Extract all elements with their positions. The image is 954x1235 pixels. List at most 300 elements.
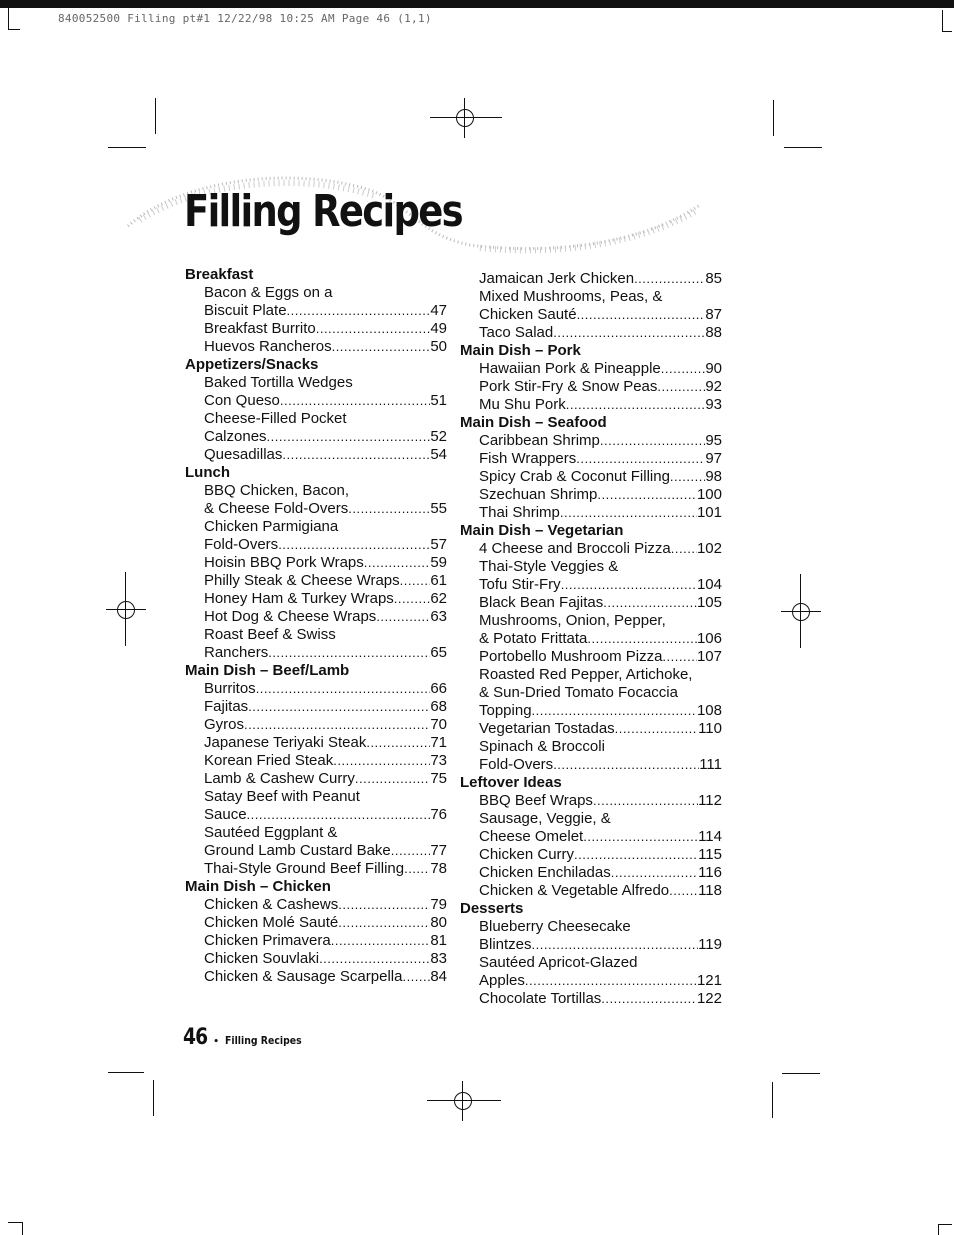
entry-row: [204, 446, 447, 464]
entry-title: Ranchers: [204, 644, 269, 661]
toc-entry: [185, 374, 447, 410]
crop-mark: [773, 100, 774, 136]
page-ref: 81: [430, 932, 447, 949]
entry-row: [204, 302, 447, 320]
toc-entry: [185, 482, 447, 518]
toc-entry: [460, 486, 722, 504]
page-ref: 65: [430, 644, 447, 661]
dot-leader: [587, 630, 697, 648]
entry-row: [479, 720, 722, 738]
toc-entry: [185, 680, 447, 698]
page-ref: 75: [430, 770, 447, 787]
toc-entry: [185, 860, 447, 878]
dot-leader: [603, 594, 697, 612]
toc-section: [185, 266, 447, 356]
entry-row: [204, 860, 447, 878]
toc-entry: [185, 590, 447, 608]
entry-row: [479, 828, 722, 846]
crop-mark: [784, 147, 822, 148]
page-ref: 121: [696, 972, 722, 989]
toc-entry: [460, 504, 722, 522]
dot-leader: [560, 504, 697, 522]
registration-line: [427, 1100, 501, 1101]
dot-leader: [394, 590, 431, 608]
toc-entry: [185, 338, 447, 356]
crop-mark: [108, 1072, 144, 1073]
toc-entry: [460, 540, 722, 558]
entry-row: [204, 338, 447, 356]
page-ref: 93: [705, 396, 722, 413]
entry-title: Philly Steak & Cheese Wraps: [204, 572, 400, 589]
entry-title: Con Queso: [204, 392, 280, 409]
dot-leader: [332, 338, 431, 356]
page-ref: 112: [698, 792, 722, 809]
entry-row: [479, 936, 722, 954]
section-heading: Lunch: [185, 464, 230, 481]
entry-title: Korean Fried Steak: [204, 752, 334, 769]
entry-title: Pork Stir-Fry & Snow Peas: [479, 378, 658, 395]
page-ref: 47: [430, 302, 447, 319]
entry-title: Huevos Rancheros: [204, 338, 332, 355]
section-heading: Main Dish – Beef/Lamb: [185, 662, 350, 679]
entry-title: Taco Salad: [479, 324, 554, 341]
entry-title: BBQ Beef Wraps: [479, 792, 593, 809]
toc-entry: [185, 914, 447, 932]
dot-leader: [671, 540, 697, 558]
entry-row: [479, 630, 722, 648]
toc-entry: [185, 968, 447, 986]
entry-title: Chicken Sauté: [479, 306, 577, 323]
corner-mark: [8, 29, 20, 30]
page-ref: 114: [698, 828, 722, 845]
entry-row: [204, 698, 447, 716]
dot-leader: [404, 860, 430, 878]
toc-entry: [185, 932, 447, 950]
entry-row: [204, 554, 447, 572]
dot-leader: [661, 360, 706, 378]
entry-title: Quesadillas: [204, 446, 283, 463]
page-ref: 62: [430, 590, 447, 607]
entry-title: Fold-Overs: [479, 756, 554, 773]
entry-title: Spicy Crab & Coconut Filling: [479, 468, 670, 485]
page-ref: 95: [705, 432, 722, 449]
entry-title: Chocolate Tortillas: [479, 990, 602, 1007]
dot-leader: [364, 554, 431, 572]
toc-entry: [185, 824, 447, 860]
toc-entry: [460, 846, 722, 864]
entry-title-line: Sautéed Apricot-Glazed: [479, 954, 638, 971]
entry-row: [204, 914, 447, 932]
page-ref: 61: [430, 572, 447, 589]
section-heading: Appetizers/Snacks: [185, 356, 319, 373]
entry-row: [479, 468, 722, 486]
page-ref: 84: [430, 968, 447, 985]
entry-row: [479, 504, 722, 522]
entry-row: [204, 734, 447, 752]
dot-leader: [532, 936, 699, 954]
section-heading: Breakfast: [185, 266, 254, 283]
dot-leader: [553, 756, 699, 774]
dot-leader: [316, 320, 431, 338]
entry-row: [204, 806, 447, 824]
toc-entry: [185, 770, 447, 788]
entry-title: Honey Ham & Turkey Wraps: [204, 590, 394, 607]
entry-title-line: Cheese-Filled Pocket: [204, 410, 347, 427]
entry-row: [204, 392, 447, 410]
entry-title: Chicken & Vegetable Alfredo: [479, 882, 670, 899]
page-ref: 78: [430, 860, 447, 877]
dot-leader: [280, 392, 430, 410]
toc-entry: [460, 432, 722, 450]
registration-line: [800, 574, 801, 648]
toc-entry: [185, 608, 447, 626]
entry-title-line: Thai-Style Veggies &: [479, 558, 619, 575]
page-ref: 59: [430, 554, 447, 571]
toc-entry: [460, 738, 722, 774]
page-ref: 106: [696, 630, 722, 647]
entry-title: Topping: [479, 702, 532, 719]
toc-entry: [185, 698, 447, 716]
dot-leader: [583, 828, 698, 846]
toc-entry: [185, 788, 447, 824]
entry-title: Biscuit Plate: [204, 302, 287, 319]
page-ref: 71: [430, 734, 447, 751]
entry-row: [479, 378, 722, 396]
entry-title: Mu Shu Pork: [479, 396, 566, 413]
toc-entry: [460, 990, 722, 1008]
crop-mark: [155, 98, 156, 134]
entry-row: [479, 360, 722, 378]
toc-entry: [460, 450, 722, 468]
page-ref: 79: [430, 896, 447, 913]
entry-title: Fajitas: [204, 698, 249, 715]
registration-mark-icon: [781, 592, 821, 632]
page-ref: 110: [698, 720, 722, 737]
entry-row: [204, 590, 447, 608]
registration-line: [125, 572, 126, 646]
dot-leader: [561, 576, 697, 594]
entry-title: Caribbean Shrimp: [479, 432, 600, 449]
toc-entry: [185, 716, 447, 734]
entry-row: [479, 576, 722, 594]
dot-leader: [669, 882, 698, 900]
entry-row: [204, 932, 447, 950]
dot-leader: [615, 720, 698, 738]
page-ref: 116: [698, 864, 722, 881]
toc-entry: [185, 518, 447, 554]
entry-row: [479, 702, 722, 720]
toc-entry: [185, 284, 447, 320]
entry-title-line: Satay Beef with Peanut: [204, 788, 360, 805]
page-ref: 73: [430, 752, 447, 769]
page-ref: 54: [430, 446, 447, 463]
dot-leader: [287, 302, 431, 320]
dot-leader: [634, 270, 705, 288]
page-ref: 105: [696, 594, 722, 611]
page-ref: 85: [705, 270, 722, 287]
page-ref: 66: [430, 680, 447, 697]
entry-title-line: Baked Tortilla Wedges: [204, 374, 353, 391]
dot-leader: [355, 770, 430, 788]
page-footer: [183, 1025, 315, 1050]
toc-entry: [460, 954, 722, 990]
toc-section: [460, 342, 722, 414]
dot-leader: [256, 680, 431, 698]
section-heading: Main Dish – Seafood: [460, 414, 607, 431]
entry-title: Cheese Omelet: [479, 828, 584, 845]
toc-entry: [460, 720, 722, 738]
dot-leader: [400, 572, 431, 590]
entry-row: [204, 680, 447, 698]
dot-leader: [376, 608, 430, 626]
entry-title: Breakfast Burrito: [204, 320, 316, 337]
dot-leader: [282, 446, 430, 464]
page-ref: 118: [698, 882, 722, 899]
entry-row: [204, 572, 447, 590]
entry-title-line: Chicken Parmigiana: [204, 518, 339, 535]
entry-title: Portobello Mushroom Pizza: [479, 648, 663, 665]
entry-title: Apples: [479, 972, 525, 989]
entry-row: [204, 770, 447, 788]
dot-leader: [670, 468, 705, 486]
toc-entry: [460, 612, 722, 648]
toc-entry: [460, 594, 722, 612]
dot-leader: [331, 932, 431, 950]
corner-mark: [942, 31, 952, 32]
section-heading: Main Dish – Vegetarian: [460, 522, 624, 539]
entry-row: [479, 882, 722, 900]
dot-leader: [338, 896, 430, 914]
dot-leader: [278, 536, 430, 554]
page-ref: 107: [696, 648, 722, 665]
registration-mark-icon: [445, 98, 485, 138]
entry-row: [479, 486, 722, 504]
entry-title-line: Spinach & Broccoli: [479, 738, 605, 755]
entry-title: & Cheese Fold-Overs: [204, 500, 349, 517]
toc-entry: [185, 320, 447, 338]
toc-entry: [460, 468, 722, 486]
entry-title-line: Roasted Red Pepper, Artichoke,: [479, 666, 693, 683]
toc-entry: [460, 648, 722, 666]
dot-leader: [574, 846, 698, 864]
toc-section: [185, 356, 447, 464]
page-ref: 51: [430, 392, 447, 409]
entry-row: [204, 608, 447, 626]
entry-title: Jamaican Jerk Chicken: [479, 270, 635, 287]
entry-title: Chicken Curry: [479, 846, 575, 863]
toc-section: [185, 464, 447, 662]
entry-title: Black Bean Fajitas: [479, 594, 604, 611]
dot-leader: [662, 648, 697, 666]
dot-leader: [333, 752, 430, 770]
page-ref: 98: [705, 468, 722, 485]
toc-entry: [460, 396, 722, 414]
page-ref: 104: [696, 576, 722, 593]
entry-title: & Potato Frittata: [479, 630, 588, 647]
entry-title: Hot Dog & Cheese Wraps: [204, 608, 377, 625]
entry-title-line: & Sun-Dried Tomato Focaccia: [479, 684, 678, 701]
toc-section: [460, 270, 722, 342]
corner-mark: [938, 1224, 939, 1235]
dot-leader: [244, 716, 430, 734]
entry-title: Tofu Stir-Fry: [479, 576, 561, 593]
toc-entry: [185, 896, 447, 914]
dot-leader: [593, 792, 698, 810]
toc-section: [460, 522, 722, 774]
entry-title-line: Sautéed Eggplant &: [204, 824, 338, 841]
entry-title-line: Mixed Mushrooms, Peas, &: [479, 288, 663, 305]
toc-entry: [460, 270, 722, 288]
corner-mark: [8, 8, 9, 30]
entry-row: [479, 864, 722, 882]
entry-row: [204, 500, 447, 518]
entry-row: [479, 594, 722, 612]
page-ref: 87: [705, 306, 722, 323]
dot-leader: [348, 500, 430, 518]
toc-entry: [185, 752, 447, 770]
entry-title: Chicken Enchiladas: [479, 864, 611, 881]
corner-mark: [22, 1222, 23, 1235]
entry-title-line: BBQ Chicken, Bacon,: [204, 482, 350, 499]
dot-leader: [338, 914, 430, 932]
dot-leader: [319, 950, 430, 968]
corner-mark: [942, 10, 943, 32]
entry-title: Fish Wrappers: [479, 450, 577, 467]
entry-title: Hawaiian Pork & Pineapple: [479, 360, 661, 377]
toc-section: [460, 774, 722, 900]
toc-entry: [460, 378, 722, 396]
print-slug: 840052500 Filling pt#1 12/22/98 10:25 AM Page 46 (1,1): [58, 12, 432, 25]
entry-row: [479, 846, 722, 864]
toc-section: [185, 662, 447, 878]
corner-mark: [938, 1224, 952, 1225]
toc-entry: [185, 734, 447, 752]
entry-title: Blintzes: [479, 936, 532, 953]
entry-title: Lamb & Cashew Curry: [204, 770, 355, 787]
page-ref: 101: [696, 504, 722, 521]
entry-title: Chicken Primavera: [204, 932, 331, 949]
entry-title: Hoisin BBQ Pork Wraps: [204, 554, 364, 571]
entry-row: [479, 756, 722, 774]
toc-entry: [460, 918, 722, 954]
entry-title: Japanese Teriyaki Steak: [204, 734, 367, 751]
page-ref: 90: [705, 360, 722, 377]
entry-title: Burritos: [204, 680, 256, 697]
page-ref: 119: [698, 936, 722, 953]
entry-title: Vegetarian Tostadas: [479, 720, 615, 737]
entry-title: Chicken Souvlaki: [204, 950, 320, 967]
toc-entry: [460, 324, 722, 342]
footer-separator: •: [213, 1037, 219, 1047]
page-ref: 50: [430, 338, 447, 355]
toc-entry: [185, 950, 447, 968]
page-ref: 63: [430, 608, 447, 625]
page-ref: 122: [696, 990, 722, 1007]
toc-entry: [460, 864, 722, 882]
page-ref: 83: [430, 950, 447, 967]
dot-leader: [391, 842, 431, 860]
entry-title: Szechuan Shrimp: [479, 486, 598, 503]
entry-title: Chicken & Cashews: [204, 896, 339, 913]
entry-row: [204, 950, 447, 968]
toc-section: [460, 414, 722, 522]
entry-row: [479, 306, 722, 324]
entry-row: [479, 972, 722, 990]
section-heading: Main Dish – Pork: [460, 342, 581, 359]
dot-leader: [553, 324, 705, 342]
registration-line: [430, 117, 502, 118]
dot-leader: [366, 734, 430, 752]
entry-title: Chicken Molé Sauté: [204, 914, 339, 931]
entry-title: Sauce: [204, 806, 247, 823]
dot-leader: [576, 450, 705, 468]
dot-leader: [402, 968, 430, 986]
section-heading: Main Dish – Chicken: [185, 878, 331, 895]
section-heading: Desserts: [460, 900, 524, 917]
entry-row: [479, 540, 722, 558]
crop-mark: [782, 1073, 820, 1074]
toc-entry: [185, 572, 447, 590]
registration-mark-icon: [443, 1081, 483, 1121]
entry-row: [204, 320, 447, 338]
entry-title: Fold-Overs: [204, 536, 279, 553]
toc-entry: [460, 360, 722, 378]
crop-mark: [108, 147, 146, 148]
entry-title: Gyros: [204, 716, 245, 733]
entry-title-line: Bacon & Eggs on a: [204, 284, 333, 301]
crop-mark: [153, 1080, 154, 1116]
toc-section: [185, 878, 447, 986]
dot-leader: [577, 306, 706, 324]
corner-mark: [8, 1222, 22, 1223]
page-ref: 97: [705, 450, 722, 467]
dot-leader: [657, 378, 705, 396]
entry-row: [204, 644, 447, 662]
toc-column-left: [185, 266, 447, 986]
entry-title: Calzones: [204, 428, 267, 445]
dot-leader: [248, 698, 430, 716]
toc-section: [460, 900, 722, 1008]
registration-mark-icon: [106, 590, 146, 630]
page-ref: 111: [699, 756, 722, 773]
toc-entry: [460, 558, 722, 594]
dot-leader: [532, 702, 697, 720]
page-number: 46: [183, 1025, 208, 1050]
top-edge-bar: [0, 0, 954, 8]
dot-leader: [247, 806, 431, 824]
entry-title: Thai Shrimp: [479, 504, 560, 521]
toc-entry: [185, 410, 447, 446]
page-ref: 77: [430, 842, 447, 859]
dot-leader: [597, 486, 697, 504]
page-title: Filling Recipes: [184, 186, 462, 237]
toc-entry: [185, 446, 447, 464]
entry-row: [204, 842, 447, 860]
dot-leader: [611, 864, 698, 882]
page-ref: 108: [696, 702, 722, 719]
toc-entry: [185, 554, 447, 572]
crop-mark: [772, 1082, 773, 1118]
page-ref: 68: [430, 698, 447, 715]
entry-row: [479, 648, 722, 666]
page-ref: 92: [705, 378, 722, 395]
page-ref: 88: [705, 324, 722, 341]
entry-title-line: Blueberry Cheesecake: [479, 918, 631, 935]
section-heading: Leftover Ideas: [460, 774, 562, 791]
dot-leader: [267, 428, 431, 446]
entry-row: [479, 990, 722, 1008]
entry-title-line: Roast Beef & Swiss: [204, 626, 336, 643]
